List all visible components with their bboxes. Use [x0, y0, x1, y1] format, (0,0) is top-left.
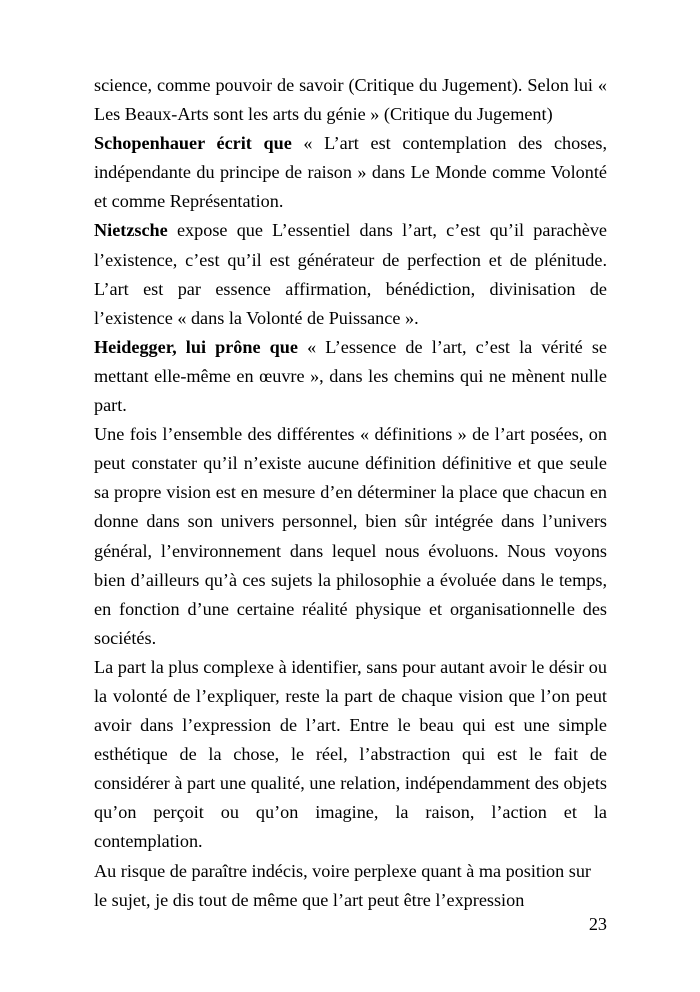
paragraph-conclusion-open [94, 857, 607, 915]
paragraph-kant-continuation [94, 71, 607, 129]
lead-in-heidegger: Heidegger, lui prône que [94, 336, 298, 357]
lead-in-schopenhauer: Schopenhauer écrit que [94, 133, 292, 154]
page-number: 23 [588, 914, 607, 934]
paragraph-text: science, comme pouvoir de savoir (Critique du Jugement). Selon lui « Les Beaux-Arts sont les arts du génie » (Critique du Jugement) [94, 75, 607, 125]
paragraph-text: Au risque de paraître indécis, voire perplexe quant à ma position sur le sujet, je dis tout de même que l’art peut être l’expression [94, 860, 591, 910]
paragraph-definitions-synthesis [94, 420, 607, 653]
paragraph-schopenhauer [94, 129, 607, 216]
body-text-block [94, 71, 607, 915]
lead-in-nietzsche: Nietzsche [94, 220, 168, 241]
paragraph-text: « L’essence de l’art, c’est la vérité se mettant elle-même en œuvre », dans les chemins qui ne mènent nulle part. [94, 336, 607, 416]
paragraph-text: La part la plus complexe à identifier, sans pour autant avoir le désir ou la volonté de l’expliquer, reste la part de chaque vision que l’on peut avoir dans l’expression de l’art. Entre le beau qui est une simple esthétique de la chose, le réel, l’abstraction qui est le fait de considérer à part une qualité, une relation, indépendamment des objets qu’on perçoit ou qu’on imagine, la raison, l’action et la contemplation. [94, 656, 607, 852]
paragraph-text: expose que L’essentiel dans l’art, c’est qu’il parachève l’existence, c’est qu’il est générateur de perfection et de plénitude. L’art est par essence affirmation, bénédiction, divinisation de l’existence « dans la Volonté de Puissance ». [94, 220, 607, 328]
paragraph-text: Une fois l’ensemble des différentes « définitions » de l’art posées, on peut constater qu’il n’existe aucune définition définitive et que seule sa propre vision est en mesure d’en déterminer la place que chacun en donne dans son univers personnel, bien sûr intégrée dans l’univers général, l’environnement dans lequel nous évoluons. Nous voyons bien d’ailleurs qu’à ces sujets la philosophie a évoluée dans le temps, en fonction d’une certaine réalité physique et organisationnelle des sociétés. [94, 424, 607, 648]
paragraph-complexity [94, 653, 607, 857]
paragraph-text: « L’art est contemplation des choses, indépendante du principe de raison » dans Le Monde comme Volonté et comme Représentation. [94, 133, 607, 212]
paragraph-heidegger [94, 333, 607, 420]
paragraph-nietzsche [94, 216, 607, 332]
